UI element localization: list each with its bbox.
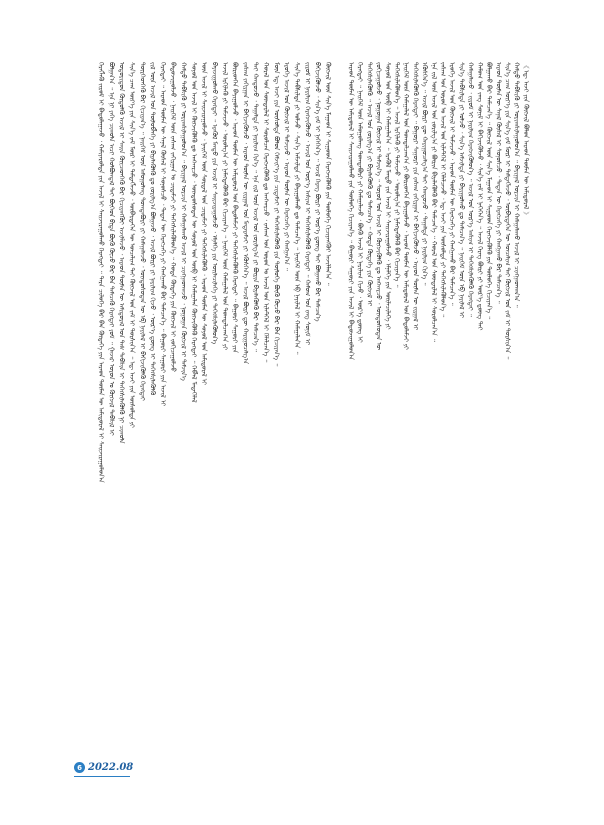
text-line: ᠡᠭᠦᠰᠭᠡᠨ᠎ᠡ ᠃ ᠠᠵᠢᠯ ᠪᠦᠷᠢ ᠳᠦ ᠬᠠᠷᠢᠭᠤᠴᠠᠯᠭ᠎ᠠ ᠲᠠᠢ ᠬᠠᠨᠳᠤᠵᠤ ᠂ ᠳᠠᠭᠠᠯᠲᠠ ᠶᠢ ᠨᠠᠷᠢᠯᠢᠭ ᠬᠢᠨ᠎ᠡ ᠃	[420, 62, 429, 286]
text-line: ᠬᠠᠮᠠᠭᠠᠯᠠᠵᠤ ᠂ ᠵᠢᠷᠤᠮ ᠢ ᠨᠠᠷᠢᠯᠢᠭ ᠬᠡᠷᠡᠭᠵᠢᠭᠦᠯᠦᠨ᠎ᠡ ᠃ ᠠᠵᠢᠯ ᠤᠨ ᠦᠷ᠎ᠡ ᠠᠰᠢᠭ ᠢ ᠳᠡᠭᠡᠭᠰᠢᠯᠡᠭᠦᠯᠬᠦ ᠬᠡᠷᠡᠭᠲᠡᠢ ᠃	[466, 62, 475, 317]
text-line: ᠰᠢᠨ᠎ᠡ ᠴᠠᠭ ᠦᠶ᠎ᠡ ᠶᠢᠨ ᠰᠢᠨ᠎ᠡ ᠵᠠᠮ ᠮᠦᠷ ᠢ ᠲᠡᠮᠳᠡᠭᠯᠡᠵᠦ ᠂ ᠥᠪᠡᠷᠲᠡᠭᠡᠨ ᠦ ᠣᠨᠴᠠᠯᠢᠭ ᠲᠠᠢ ᠬᠥᠭᠵᠢᠯ ᠤᠨ ᠵᠠᠮ ᠢ ᠲᠤᠷᠰᠢᠨ᠎ᠠ ᠃ ᠡᠳ᠋ ᠠᠵᠢ ᠶᠢᠨ ᠥᠰᠦᠯᠲᠡ ᠶᠢ	[127, 62, 136, 428]
text-line: ᠳᠡᠭᠡᠭᠰᠢᠯᠡᠭᠦᠯᠬᠦ ᠬᠡᠷᠡᠭᠲᠡᠢ ᠃ ᠪᠠᠭᠤᠷᠢ ᠰᠠᠭᠤᠷᠢ ᠶᠢᠨ ᠵᠠᠰᠠᠭ ᠵᠠᠬᠢᠷᠭᠠᠨ ᠢ ᠪᠡᠬᠢᠵᠢᠭᠦᠯᠵᠦ ᠂ ᠠᠷᠠᠳ ᠲᠦᠮᠡᠨ ᠦ ᠵᠢᠷᠭᠠᠯ ᠢ	[411, 62, 420, 331]
text-line: ᠰᠣᠶᠣᠯ ᠤᠨ ᠠᠵᠢᠯ ᠢ ᠬᠥᠭᠵᠢᠭᠦᠯᠬᠦ ᠳᠤ ᠠᠩᠬᠠᠷᠴᠤ ᠂ ᠦᠨᠳᠦᠰᠦᠲᠡᠨ ᠦ ᠰᠣᠶᠣᠯ ᠤᠨ ᠥᠪ ᠢ ᠬᠠᠮᠠᠭᠠᠯᠠᠨ ᠬᠥᠭᠵᠢᠭᠦᠯᠬᠦ ᠬᠡᠷᠡᠭᠲᠡᠢ ᠃ ᠬᠡᠪᠯᠡᠯ ᠮᠡᠳᠡᠭᠡᠯᠡᠯ	[189, 62, 198, 403]
footer-rule	[74, 776, 130, 777]
text-line: ᠵᠢᠷᠤᠮ ᠢ ᠨᠠᠷᠢᠯᠢᠭ ᠬᠡᠷᠡᠭᠵᠢᠭᠦᠯᠵᠦ ᠂ ᠠᠵᠢᠯ ᠤᠨ ᠦᠷ᠎ᠡ ᠠᠰᠢᠭ ᠢ ᠳᠡᠭᠡᠭᠰᠢᠯᠡᠭᠦᠯᠬᠦ ᠬᠡᠷᠡᠭᠲᠡᠢ ᠃ ᠬᠠᠮᠤᠭ ᠤᠨ ᠵᠠᠩ ᠰᠣᠨᠢᠮ ᠢ	[303, 62, 312, 345]
text-line: ᠳᠡᠭᠡᠭᠰᠢᠯᠡᠭᠦᠯᠬᠦ ᠃ ᠠᠵᠢᠯ ᠤᠨ ᠵᠣᠷᠢᠯᠭ᠎ᠠ ᠶᠢ ᠪᠢᠶᠡᠯᠡᠭᠦᠯᠬᠦ ᠳᠤ ᠲᠡᠮᠡᠴᠡᠨ᠎ᠡ ᠃ ᠬᠣᠲᠠ ᠬᠥᠳᠡᠭᠡ ᠶᠢᠨ ᠬᠥᠭᠵᠢᠯ ᠢ	[365, 62, 374, 307]
text-line: ᠲᠠᠢ ᠬᠠᠨᠳᠤᠵᠤ ᠂ ᠳᠠᠭᠠᠯᠲᠠ ᠶᠢ ᠨᠠᠷᠢᠯᠢᠭ ᠬᠢᠨ᠎ᠡ ᠃ ᠡᠨᠡ ᠵᠢᠯ ᠦᠨ ᠠᠵᠢᠯ ᠤᠨ ᠵᠣᠷᠢᠯᠭ᠎ᠠ ᠶᠢ ᠪᠦᠷᠢᠨ ᠪᠢᠶᠡᠯᠡᠭᠦᠯᠬᠦ ᠪᠡᠷ ᠲᠡᠮᠡᠴᠡᠨ᠎ᠡ ᠃	[251, 62, 260, 352]
text-line: ᠵᠠᠰᠠᠭ ᠤᠨ ᠣᠷᠤᠨ ᠤ ᠠᠵᠢᠯ ᠤᠨ ᠢᠯᠡᠲᠬᠡᠯ ᠢ ᠬᠡᠯᠡᠯᠴᠡᠵᠦ ᠂ ᠡᠳ᠋ ᠠᠵᠢ ᠶᠢᠨ ᠥᠰᠦᠯᠲᠡ ᠶᠢ ᠳᠡᠭᠡᠭᠰᠢᠯᠡᠭᠦᠯᠦᠨ᠎ᠡ ᠃	[439, 62, 448, 318]
text-line: ᠵᠣᠬᠢᠴᠠᠭᠤᠯᠵᠤ ᠂ ᠨᠣᠭᠣᠭᠠᠨ ᠬᠥᠭᠵᠢᠯ ᠢ ᠳᠡᠮᠵᠢᠨ᠎ᠡ ᠃ ᠰᠣᠶᠣᠯ ᠤᠨ ᠠᠵᠢᠯ ᠢ ᠬᠥᠭᠵᠢᠭᠦᠯᠬᠦ ᠳᠤ ᠠᠩᠬᠠᠷᠴᠤ ᠂ ᠦᠨᠳᠦᠰᠦᠲᠡᠨ ᠦ	[374, 62, 383, 351]
text-line: ᠵᠢᠯ ᠦᠨ ᠠᠵᠢᠯ ᠤᠨ ᠲᠥᠯᠥᠪᠯᠡᠭᠡ ᠶᠢ ᠪᠢᠶᠡᠯᠡᠭᠦᠯᠬᠦ ᠳᠤ ᠵᠣᠷᠢᠯᠭ᠎ᠠ ᠪᠣᠯᠭᠠᠵᠤ ᠂ ᠠᠵᠢᠯ ᠪᠦᠷᠢ ᠶᠢ ᠨᠠᠷᠢᠯᠢᠭ ᠬᠢᠵᠦ ᠂ ᠦᠷ᠎ᠡ ᠳ᠋ᠦᠩ ᠢ ᠳᠡᠭᠡᠭᠰᠢᠯᠡᠭᠦᠯᠬᠦ	[148, 62, 157, 396]
text-line: ᠡᠨᠡ ᠵᠢᠯ ᠦᠨ ᠠᠵᠢᠯ ᠤᠨ ᠵᠣᠷᠢᠯᠭ᠎ᠠ ᠶᠢ ᠪᠦᠷᠢᠨ ᠪᠢᠶᠡᠯᠡᠭᠦᠯᠬᠦ ᠪᠡᠷ ᠲᠡᠮᠡᠴᠡᠨ᠎ᠡ ᠃ ᠬᠤᠷᠠᠯ ᠤᠨ ᠰᠦᠨᠳᠡᠷᠯᠡᠯ ᠢ ᠰᠤᠷᠤᠯᠴᠠᠨ᠎ᠠ ᠃	[429, 62, 438, 342]
text-line: ᠬᠡᠷᠡᠭᠲᠡᠢ ᠃ ᠨᠡᠢᠭᠡᠮ ᠦᠨ ᠠᠮᠤᠭᠤᠯᠠᠩ ᠲᠣᠭᠲᠠᠪᠤᠷᠢ ᠶᠢ ᠬᠠᠮᠠᠭᠠᠯᠠᠵᠤ ᠂ ᠪᠦᠬᠦ ᠠᠵᠢᠯ ᠢ ᠨᠠᠷᠢᠯᠢᠭ ᠬᠢᠵᠦ ᠂ ᠦᠷ᠎ᠡ ᠳ᠋ᠦᠩ ᠢ	[356, 62, 365, 343]
text-line: ᠬᠡᠷᠡᠭᠲᠡᠢ ᠃ ᠠᠷᠠᠳ ᠲᠦᠮᠡᠨ ᠦ ᠰᠠᠨᠠᠯ ᠬᠦᠰᠡᠯ ᠢ ᠰᠣᠨᠣᠰᠴᠤ ᠂ ᠲᠡᠳᠡᠨ ᠦ ᠬᠡᠷᠡᠭᠴᠡᠭᠡ ᠶᠢ ᠬᠠᠩᠭᠠᠬᠤ ᠪᠡᠷ ᠲᠡᠮᠡᠴᠡᠨ᠎ᠡ ᠃ ᠪᠠᠭᠤᠷᠢ ᠰᠠᠭᠤᠷᠢ ᠶᠢᠨ ᠠᠵᠢᠯ ᠢ	[158, 62, 167, 407]
text-line: ᠪᠣᠯᠭᠠᠬᠤ ᠪᠡᠷ ᠲᠡᠮᠡᠴᠡᠨ᠎ᠡ ᠃ ᠬᠥᠭᠵᠢᠯ ᠦᠨ ᠰᠢᠨ᠎ᠡ ᠮᠠᠭᠠᠳ ᠢ ᠰᠢᠭᠤᠳ ᠬᠡᠷᠡᠭᠵᠢᠭᠦᠯᠬᠦ ᠶᠢᠨ ᠲᠥᠯᠦᠭᠡ ᠬᠢᠴᠢᠶᠡᠨ᠎ᠡ ᠃	[485, 62, 494, 320]
text-column-left	[96, 62, 332, 762]
page-footer	[74, 762, 133, 773]
text-line: ᠲᠦᠷᠭᠡᠳᠬᠡᠬᠦ ᠪᠡᠷ ᠬᠢᠴᠢᠶᠡᠨ᠎ᠡ ᠃ ᠨᠡᠢᠭᠡᠮ ᠦᠨ ᠠᠮᠤᠭᠤᠯᠠᠩ ᠲᠣᠭᠲᠠᠪᠤᠷᠢ ᠶᠢ ᠬᠠᠮᠠᠭᠠᠯᠠᠵᠤ ᠂ ᠦᠨᠳᠦᠰᠦᠲᠡᠨ ᠦ ᠡᠪ ᠨᠡᠶᠢᠯᠡᠯ ᠢ ᠪᠡᠬᠢᠵᠢᠭᠦᠯᠬᠦ ᠬᠡᠷᠡᠭᠲᠡᠢ	[138, 62, 147, 401]
text-line: ᠪᠦᠷᠢᠳᠬᠡᠨ ᠪᠠᠶᠢᠭᠤᠯᠵᠤ ᠂ ᠠᠷᠠᠳ ᠲᠦᠮᠡᠨ ᠦ ᠠᠮᠢᠳᠤᠷᠠᠯ ᠤᠨ ᠪᠠᠲᠤᠯᠠᠮᠵᠢ ᠶᠢ ᠳᠡᠭᠡᠭᠰᠢᠯᠡᠭᠦᠯᠬᠦ ᠬᠡᠷᠡᠭᠲᠡᠢ ᠃ ᠪᠠᠭᠤᠷᠢ ᠰᠠᠭᠤᠷᠢ ᠶᠢᠨ	[231, 62, 240, 353]
text-line: ᠰᠢᠨ᠎ᠡ ᠳᠠᠪᠰᠢᠯᠲᠠ ᠶᠢ ᠣᠯᠵᠤ ᠂ ᠰᠢᠨ᠎ᠡ ᠠᠮᠵᠢᠯᠲᠠ ᠶᠢ ᠪᠠᠶᠢᠭᠤᠯᠬᠤ ᠳᠤ ᠲᠡᠮᠡᠴᠡᠨ᠎ᠡ ᠃ ᠨᠡᠢᠭᠡᠮ ᠦᠨ ᠡᠪ ᠨᠡᠶᠢᠯᠡᠯ ᠢ	[457, 62, 466, 318]
text-line: ᠪᠡᠬᠢᠵᠢᠭᠦᠯᠵᠦ ᠂ ᠰᠢᠨ᠎ᠡ ᠵᠠᠮ ᠢ ᠨᠡᠭᠡᠭᠡᠨ᠎ᠡ ᠃ ᠠᠵᠢᠯ ᠬᠡᠷᠡᠭ ᠪᠦᠷᠢ ᠶᠢ ᠦᠷ᠎ᠡ ᠳ᠋ᠦᠩ ᠲᠡᠢ ᠪᠣᠯᠭᠠᠬᠤ ᠪᠡᠷ ᠲᠡᠮᠡᠴᠡᠨ᠎ᠡ	[313, 62, 322, 322]
text-line: ᠬᠥᠭᠵᠢᠯ ᠦᠨ ᠰᠢᠨ᠎ᠡ ᠮᠠᠭᠠᠳ ᠢ ᠰᠢᠭᠤᠳ ᠬᠡᠷᠡᠭᠵᠢᠭᠦᠯᠬᠦ ᠶᠢᠨ ᠲᠥᠯᠦᠭᠡ ᠬᠢᠴᠢᠶᠡᠩᠭᠦᠢ ᠠᠵᠢᠯᠯᠠᠨ᠎ᠠ ᠃	[323, 62, 332, 286]
text-line: ᠪᠣᠯᠭᠠᠨ᠎ᠠ ᠃ ᠡᠨᠡ ᠨᠢ ᠶᠡᠬᠡ ᠴᠢᠬᠤᠯᠠ ᠠᠴᠢ ᠬᠣᠯᠪᠣᠭᠳᠠᠯ ᠲᠠᠢ ᠪᠥᠭᠡᠳ ᠪᠢᠳᠡ ᠪᠦᠬᠦ ᠬᠦᠴᠦ ᠪᠡᠷ ᠪᠡᠨ ᠲᠡᠮᠡᠴᠡᠬᠦ ᠬᠡᠷᠡᠭᠲᠡᠢ ᠶᠤᠮ ᠃ ᠭᠠᠵᠠᠷ ᠤᠷᠤᠨ ᠤ ᠬᠥᠭᠵᠢᠯ ᠳᠡᠪᠰᠢᠯ ᠢ	[107, 62, 116, 436]
text-line: 《 ᠡᠳ᠋ ᠠᠵᠢ ᠶᠢᠨ ᠬᠥᠭᠵᠢᠯ ᠪᠣᠯᠤᠨ ᠠᠷᠠᠳ ᠲᠦᠮᠡᠨ ᠦ ᠠᠮᠢᠳᠤᠷᠠᠯ 》	[521, 62, 530, 218]
text-line: ᠠᠷᠠᠳ ᠲᠦᠮᠡᠨ ᠦ ᠰᠠᠨᠠᠯ ᠬᠦᠰᠡᠯ ᠢ ᠰᠣᠨᠣᠰᠴᠤ ᠂ ᠲᠡᠳᠡᠨ ᠦ ᠬᠡᠷᠡᠭᠴᠡᠭᠡ ᠶᠢ ᠬᠠᠩᠭᠠᠬᠤ ᠪᠡᠷ ᠲᠡᠮᠡᠴᠡᠨ᠎ᠡ ᠃	[494, 62, 503, 304]
text-line: ᠰᠢᠨ᠎ᠡ ᠴᠠᠭ ᠦᠶ᠎ᠡ ᠶᠢᠨ ᠰᠢᠨ᠎ᠡ ᠵᠠᠮ ᠮᠦᠷ ᠢ ᠲᠡᠮᠳᠡᠭᠯᠡᠵᠦ ᠂ ᠥᠪᠡᠷᠲᠡᠭᠡᠨ ᠦ ᠣᠨᠴᠠᠯᠢᠭ ᠲᠠᠢ ᠬᠥᠭᠵᠢᠯ ᠤᠨ ᠵᠠᠮ ᠢ ᠲᠤᠷᠰᠢᠨ᠎ᠠ ᠃	[503, 62, 512, 360]
text-line: ᠠᠷᠠᠳ ᠲᠦᠮᠡᠨ ᠦ ᠠᠮᠢᠳᠤᠷᠠᠯ ᠢ ᠰᠠᠢᠵᠢᠷᠠᠭᠤᠯᠬᠤ ᠶᠢᠨ ᠲᠥᠯᠦᠭᠡ ᠬᠢᠴᠢᠶᠡᠨ᠎ᠡ ᠃ ᠪᠠᠭᠤᠷᠢ ᠰᠠᠭᠤᠷᠢ ᠶᠢᠨ ᠠᠵᠢᠯ ᠢ ᠪᠠᠲᠤᠵᠢᠭᠤᠯᠤᠨ᠎ᠠ	[347, 62, 355, 360]
text-line: ᠪᠠᠶᠠᠵᠢᠭᠤᠯᠬᠤ ᠬᠡᠷᠡᠭᠲᠡᠢ ᠃ ᠡᠷᠡᠭᠦᠯ ᠮᠡᠨᠳᠦ ᠶᠢᠨ ᠠᠵᠢᠯ ᠢ ᠰᠠᠢᠵᠢᠷᠠᠭᠤᠯᠵᠤ ᠂ ᠡᠮᠨᠡᠯᠭᠡ ᠶᠢᠨ ᠦᠢᠯᠡᠴᠢᠯᠡᠭᠡ ᠶᠢ ᠳᠡᠭᠡᠭᠰᠢᠯᠡᠭᠦᠯᠦᠨ᠎ᠡ	[210, 62, 219, 345]
text-line: ᠨᠡᠢᠭᠡᠮ ᠦᠨ ᠬᠠᠮᠠᠭᠠᠯᠠᠯ ᠤᠨ ᠲᠣᠭᠲᠠᠯᠴᠠᠭ᠎ᠠ ᠶᠢ ᠪᠦᠷᠢᠳᠬᠡᠨ ᠪᠠᠶᠢᠭᠤᠯᠵᠤ ᠂ ᠠᠷᠠᠳ ᠲᠦᠮᠡᠨ ᠦ ᠠᠮᠢᠳᠤᠷᠠᠯ ᠤᠨ ᠪᠠᠲᠤᠯᠠᠮᠵᠢ ᠶᠢ	[402, 62, 411, 350]
text-line: ᠡᠷᠦᠬᠡ ᠠᠵᠢᠯ ᠤᠨ ᠬᠥᠭᠵᠢᠯ ᠢ ᠳᠡᠮᠵᠢᠵᠦ ᠂ ᠠᠷᠠᠳ ᠲᠦᠮᠡᠨ ᠦ ᠬᠡᠷᠡᠭᠴᠡᠭᠡ ᠶᠢ ᠬᠠᠩᠭᠠᠬᠤ ᠪᠡᠷ ᠲᠡᠮᠡᠴᠡᠨ᠎ᠡ ᠃	[448, 62, 457, 306]
text-line: ᠦᠨ ᠠᠵᠢᠯ ᠢ ᠰᠠᠢᠵᠢᠷᠠᠭᠤᠯᠵᠤ ᠂ ᠨᠡᠢᠭᠡᠮ ᠦᠨ ᠰᠤᠷᠲᠠᠯ ᠤᠨ ᠴᠢᠳᠠᠮᠵᠢ ᠶᠢ ᠳᠡᠭᠡᠭᠰᠢᠯᠡᠭᠦᠯᠬᠦ ᠂ ᠠᠷᠠᠳ ᠲᠦᠮᠡᠨ ᠦ ᠰᠣᠶᠣᠯ ᠤᠨ ᠠᠮᠢᠳᠤᠷᠠᠯ ᠢ	[200, 62, 209, 385]
text-line: ᠬᠡᠷᠡᠭᠯᠡᠬᠦ ᠵᠢᠷᠤᠮ ᠢ ᠪᠠᠲᠤᠯᠠᠭᠠᠵᠤ ᠂ ᠬᠠᠮᠢᠶᠠᠷᠤᠯᠲᠠ ᠶᠢᠨ ᠠᠵᠢᠯ ᠢ ᠰᠠᠢᠵᠢᠷᠠᠭᠤᠯᠬᠤ ᠬᠡᠷᠡᠭᠲᠡᠢ ᠃ ᠲᠡᠷᠡ ᠴᠢᠯᠦᠭᠡ ᠪᠡᠷ ᠪᠡᠨ ᠬᠦᠳᠡᠭᠡ ᠶᠢᠨ ᠠᠷᠠᠳ ᠲᠦᠮᠡᠨ ᠦ ᠠᠮᠢᠳᠤᠷᠠᠯ ᠢ ᠰᠠᠢᠵᠢᠷᠠᠭᠤᠯᠤᠨ᠎ᠠ	[97, 62, 105, 483]
text-line: ᠪᠠᠲᠤᠵᠢᠭᠤᠯᠵᠤ ᠂ ᠨᠡᠢᠭᠡᠮ ᠦᠨ ᠵᠠᠰᠠᠭ ᠵᠠᠬᠢᠷᠭᠠᠨ ᠤ ᠴᠢᠳᠠᠮᠵᠢ ᠶᠢ ᠳᠡᠭᠡᠭᠰᠢᠯᠡᠭᠦᠯᠦᠨ᠎ᠡ ᠃ ᠬᠣᠲᠠ ᠬᠥᠳᠡᠭᠡ ᠶᠢᠨ ᠬᠥᠭᠵᠢᠯ ᠢ ᠵᠣᠬᠢᠴᠠᠭᠤᠯᠵᠤ	[169, 62, 178, 372]
text-line: ᠵᠠᠰᠠᠭ ᠵᠠᠬᠢᠷᠭᠠᠨ ᠢ ᠪᠡᠬᠢᠵᠢᠭᠦᠯᠵᠦ ᠂ ᠠᠷᠠᠳ ᠲᠦᠮᠡᠨ ᠦ ᠵᠢᠷᠭᠠᠯ ᠤᠨ ᠮᠡᠳᠡᠷᠡᠮᠵᠢ ᠶᠢ ᠡᠭᠦᠰᠭᠡᠨ᠎ᠡ ᠃ ᠠᠵᠢᠯ ᠪᠦᠷᠢ ᠳᠦ ᠬᠠᠷᠢᠭᠤᠴᠠᠯᠭ᠎ᠠ	[241, 62, 250, 364]
text-line: ᠬᠠᠮᠲᠤ ᠳᠡᠪᠰᠢᠬᠦ ᠶᠢ ᠤᠷᠢᠭᠰᠢᠯᠠᠭᠤᠯᠤᠨ᠎ᠠ ᠃ ᠪᠠᠶᠢᠭᠠᠯ ᠣᠷᠴᠢᠨ ᠢ ᠬᠠᠮᠠᠭᠠᠯᠠᠬᠤ ᠠᠵᠢᠯ ᠢ ᠴᠢᠩᠭᠠᠳᠬᠠᠵᠤ ᠂ ᠨᠣᠭᠣᠭᠠᠨ ᠬᠥᠭᠵᠢᠯ ᠢ ᠳᠡᠮᠵᠢᠨ᠎ᠡ	[179, 62, 188, 381]
text-line: ᠰᠣᠶᠣᠯ ᠤᠨ ᠥᠪ ᠢ ᠬᠠᠮᠠᠭᠠᠯᠠᠨ᠎ᠠ ᠃ ᠡᠷᠡᠭᠦᠯ ᠮᠡᠨᠳᠦ ᠶᠢᠨ ᠠᠵᠢᠯ ᠢ ᠰᠠᠢᠵᠢᠷᠠᠭᠤᠯᠵᠤ ᠂ ᠡᠮᠨᠡᠯᠭᠡ ᠶᠢᠨ ᠦᠢᠯᠡᠴᠢᠯᠡᠭᠡ ᠶᠢ	[383, 62, 392, 330]
text-line: ᠬᠠᠮᠤᠭ ᠤᠨ ᠵᠠᠩ ᠰᠣᠨᠢᠮ ᠢ ᠪᠡᠬᠢᠵᠢᠭᠦᠯᠵᠦ ᠂ ᠰᠢᠨ᠎ᠡ ᠵᠠᠮ ᠢ ᠨᠡᠭᠡᠭᠡᠨ᠎ᠡ ᠃ ᠠᠵᠢᠯ ᠬᠡᠷᠡᠭ ᠪᠦᠷᠢ ᠶᠢ ᠦᠷ᠎ᠡ ᠳ᠋ᠦᠩ ᠲᠡᠢ	[475, 62, 484, 331]
page-number-badge: 6	[74, 762, 85, 773]
text-line: ᠮᠥᠨ ᠡᠳ᠋ ᠠᠵᠢ ᠶᠢᠨ ᠥᠰᠦᠯᠲᠡ ᠪᠣᠯᠤᠨ ᠬᠡᠮᠵᠢᠶ᠎ᠡ ᠶᠢᠨ ᠴᠢᠳᠠᠮᠵᠢ ᠶᠢ ᠳᠡᠭᠡᠭᠰᠢᠯᠡᠭᠦᠯᠬᠦ ᠶᠢᠨ ᠲᠥᠯᠦᠭᠡ ᠪᠦᠬᠦ ᠬᠦᠴᠦ ᠪᠡᠷ ᠪᠡᠨ ᠬᠢᠴᠢᠶᠡᠨ᠎ᠡ ᠃	[272, 62, 281, 367]
text-line: ᠳᠡᠭᠡᠭᠰᠢᠯᠡᠭᠦᠯᠦᠨ᠎ᠡ ᠃ ᠠᠵᠢᠯ ᠡᠷᠬᠢᠯᠡᠬᠦ ᠶᠢ ᠳᠡᠮᠵᠢᠵᠦ ᠂ ᠣᠷᠣᠯᠭ᠎ᠠ ᠶᠢ ᠨᠡᠮᠡᠭᠳᠡᠭᠦᠯᠬᠦ ᠪᠡᠷ ᠬᠢᠴᠢᠶᠡᠨ᠎ᠡ ᠃	[393, 62, 402, 288]
text-line: ᠤᠳᠤᠷᠢᠳᠤᠨ ᠬᠥᠲᠦᠯᠬᠦ ᠠᠵᠢᠯ ᠢ ᠰᠠᠢᠨ ᠭᠦᠢᠴᠡᠳᠭᠡᠬᠦ ᠪᠡᠷ ᠬᠢᠴᠢᠶᠡᠩᠭᠦᠢ ᠠᠵᠢᠯᠯᠠᠵᠤ ᠂ ᠠᠷᠠᠳ ᠲᠦᠮᠡᠨ ᠦ ᠠᠮᠢᠳᠤᠷᠠᠯ ᠤᠨ ᠳᠡᠰ ᠲᠡᠪᠰᠢᠨ ᠢ ᠳᠡᠭᠡᠭᠰᠢᠯᠡᠭᠦᠯᠬᠦ ᠨᠢ ᠴᠢᠬᠤᠯᠠ	[117, 62, 126, 444]
text-column-right	[346, 62, 530, 762]
text-line: ᠠᠵᠢᠯ ᠡᠷᠬᠢᠯᠡᠬᠦ ᠶᠢ ᠳᠡᠮᠵᠢᠵᠦ ᠂ ᠣᠷᠣᠯᠭ᠎ᠠ ᠶᠢ ᠨᠡᠮᠡᠭᠳᠡᠭᠦᠯᠬᠦ ᠪᠡᠷ ᠬᠢᠴᠢᠶᠡᠨ᠎ᠡ ᠃ ᠨᠡᠢᠭᠡᠮ ᠦᠨ ᠬᠠᠮᠠᠭᠠᠯᠠᠯ ᠤᠨ ᠲᠣᠭᠲᠠᠯᠴᠠᠭ᠎ᠠ ᠶᠢ	[220, 62, 229, 350]
text-line: ᠬᠤᠷᠠᠯ ᠤᠨ ᠰᠦᠨᠳᠡᠷᠯᠡᠯ ᠢ ᠰᠤᠷᠤᠯᠴᠠᠨ ᠬᠡᠷᠡᠭᠵᠢᠭᠦᠯᠬᠦ ᠳᠤ ᠠᠩᠬᠠᠷᠴᠤ ᠂ ᠵᠠᠰᠠᠭ ᠤᠨ ᠣᠷᠤᠨ ᠤ ᠠᠵᠢᠯ ᠤᠨ ᠢᠯᠡᠲᠬᠡᠯ ᠢ ᠬᠡᠯᠡᠯᠴᠡᠨ᠎ᠡ ᠃	[262, 62, 270, 363]
issue-label: 2022.08	[88, 762, 134, 773]
text-line: ᠡᠷᠦᠬᠡ ᠠᠵᠢᠯ ᠤᠨ ᠬᠥᠭᠵᠢᠯ ᠢ ᠳᠡᠮᠵᠢᠵᠦ ᠂ ᠠᠷᠠᠳ ᠲᠦᠮᠡᠨ ᠦ ᠬᠡᠷᠡᠭᠴᠡᠭᠡ ᠶᠢ ᠬᠠᠩᠭᠠᠨ᠎ᠠ ᠃	[282, 62, 291, 271]
text-line: ᠬᠠᠮᠲᠤ ᠳᠡᠪᠰᠢᠬᠦ ᠶᠢ ᠤᠷᠢᠭᠰᠢᠯᠠᠭᠤᠯᠤᠨ᠎ᠠ ᠃ ᠪᠠᠶᠢᠭᠠᠯ ᠣᠷᠴᠢᠨ ᠢ ᠬᠠᠮᠠᠭᠠᠯᠠᠬᠤ ᠠᠵᠢᠯ ᠢ ᠴᠢᠩᠭᠠᠳᠬᠠᠨ᠎ᠠ ᠃	[512, 62, 521, 308]
text-line: ᠰᠢᠨ᠎ᠡ ᠳᠠᠪᠰᠢᠯᠲᠠ ᠶᠢ ᠣᠯᠵᠤ ᠂ ᠰᠢᠨ᠎ᠡ ᠠᠮᠵᠢᠯᠲᠠ ᠶᠢ ᠪᠠᠶᠢᠭᠤᠯᠬᠤ ᠳᠤ ᠲᠡᠮᠡᠴᠡᠨ᠎ᠡ ᠃ ᠨᠡᠢᠭᠡᠮ ᠦᠨ ᠡᠪ ᠨᠡᠶᠢᠯᠡᠯ ᠢ ᠬᠠᠮᠠᠭᠠᠯᠠᠨ᠎ᠠ ᠃	[292, 62, 301, 355]
